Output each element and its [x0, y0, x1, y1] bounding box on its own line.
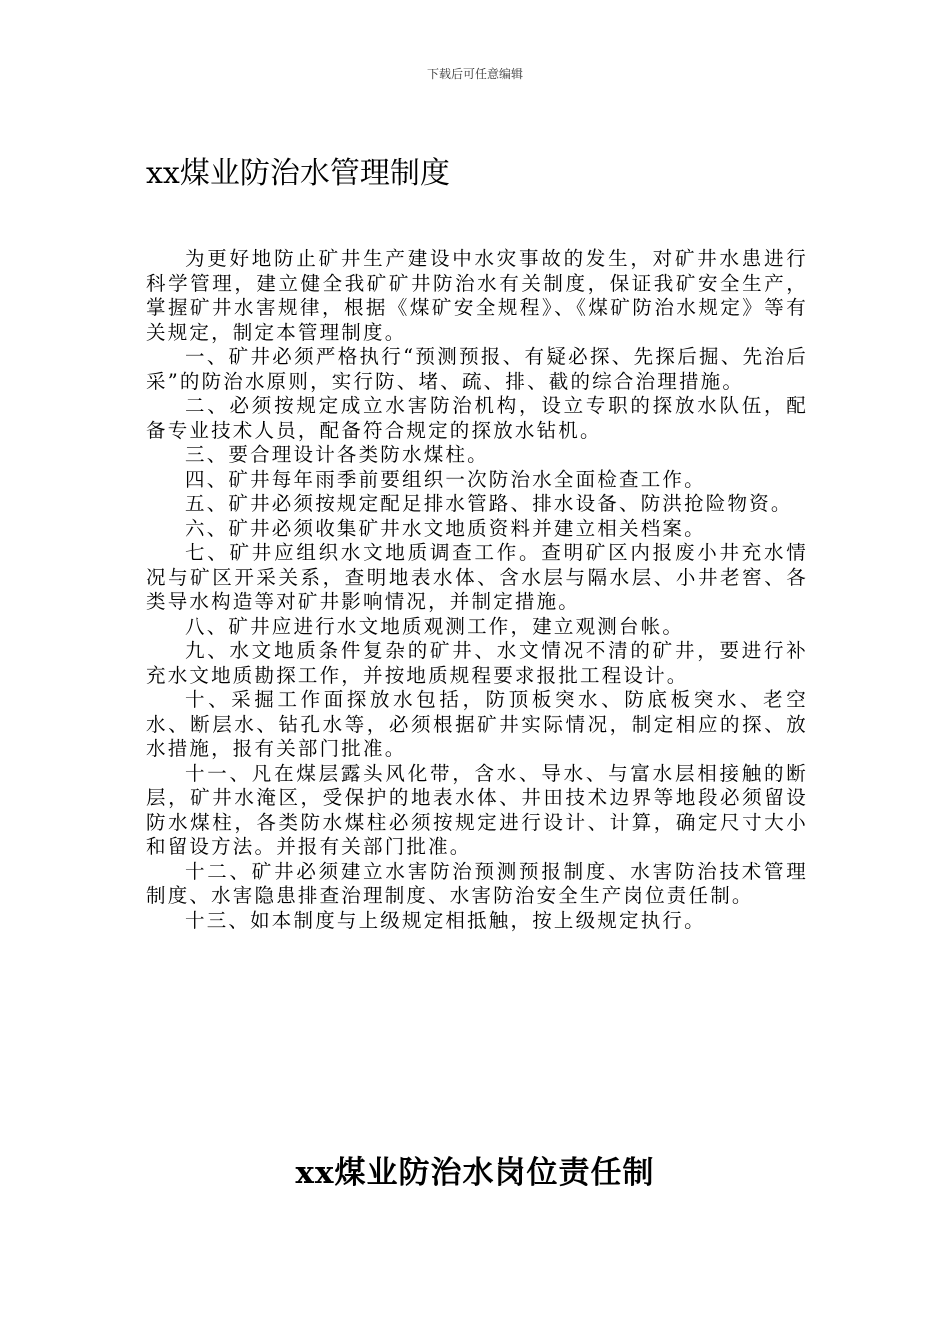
paragraph-item-5: 五、矿井必须按规定配足排水管路、排水设备、防洪抢险物资。 — [185, 492, 793, 515]
header-note: 下载后可任意编辑 — [426, 67, 523, 81]
section-title: xx煤业防治水岗位责任制 — [295, 1155, 655, 1191]
paragraph-item-10: 十、采掘工作面探放水包括，防顶板突水、防底板突水、老空水、断层水、钻孔水等，必须根据矿井实际情况，制定相应的探、放水措施，报有关部门批准。 — [146, 688, 808, 760]
document-title: xx煤业防治水管理制度 — [146, 156, 450, 191]
paragraph-item-7: 七、矿井应组织水文地质调查工作。查明矿区内报废小井充水情况与矿区开采关系，查明地表水体、含水层与隔水层、小井老窖、各类导水构造等对矿井影响情况，并制定措施。 — [146, 541, 808, 613]
paragraph-item-4: 四、矿井每年雨季前要组织一次防治水全面检查工作。 — [185, 467, 706, 491]
paragraph-item-2: 二、必须按规定成立水害防治机构，设立专职的探放水队伍，配备专业技术人员，配备符合规定的探放水钻机。 — [146, 394, 808, 442]
paragraph-item-11: 十一、凡在煤层露头风化带，含水、导水、与富水层相接触的断层，矿井水淹区，受保护的地表水体、井田技术边界等地段必须留设防水煤柱，各类防水煤柱必须按规定进行设计、计算，确定尺寸大小和留设方法。并报有关部门批准。 — [146, 761, 808, 858]
paragraph-item-6: 六、矿井必须收集矿井水文地质资料并建立相关档案。 — [185, 516, 706, 540]
document-body — [146, 247, 808, 933]
paragraph-item-9: 九、水文地质条件复杂的矿井、水文情况不清的矿井，要进行补充水文地质勘探工作，并按地质规程要求报批工程设计。 — [146, 639, 808, 687]
paragraph-item-1: 一、矿井必须严格执行“预测预报、有疑必探、先探后掘、先治后采”的防治水原则，实行防、堵、疏、排、截的综合治理措施。 — [146, 345, 808, 393]
paragraph-item-12: 十二、矿井必须建立水害防治预测预报制度、水害防治技术管理制度、水害隐患排查治理制度、水害防治安全生产岗位责任制。 — [146, 859, 808, 907]
paragraph-intro: 为更好地防止矿井生产建设中水灾事故的发生，对矿井水患进行科学管理，建立健全我矿矿井防治水有关制度，保证我矿安全生产，掌握矿井水害规律，根据《煤矿安全规程》、《煤矿防治水规定》等有关规定，制定本管理制度。 — [146, 247, 808, 344]
paragraph-item-8: 八、矿井应进行水文地质观测工作，建立观测台帐。 — [185, 614, 685, 638]
paragraph-item-13: 十三、如本制度与上级规定相抵触，按上级规定执行。 — [185, 908, 706, 932]
paragraph-item-3: 三、要合理设计各类防水煤柱。 — [185, 443, 489, 466]
